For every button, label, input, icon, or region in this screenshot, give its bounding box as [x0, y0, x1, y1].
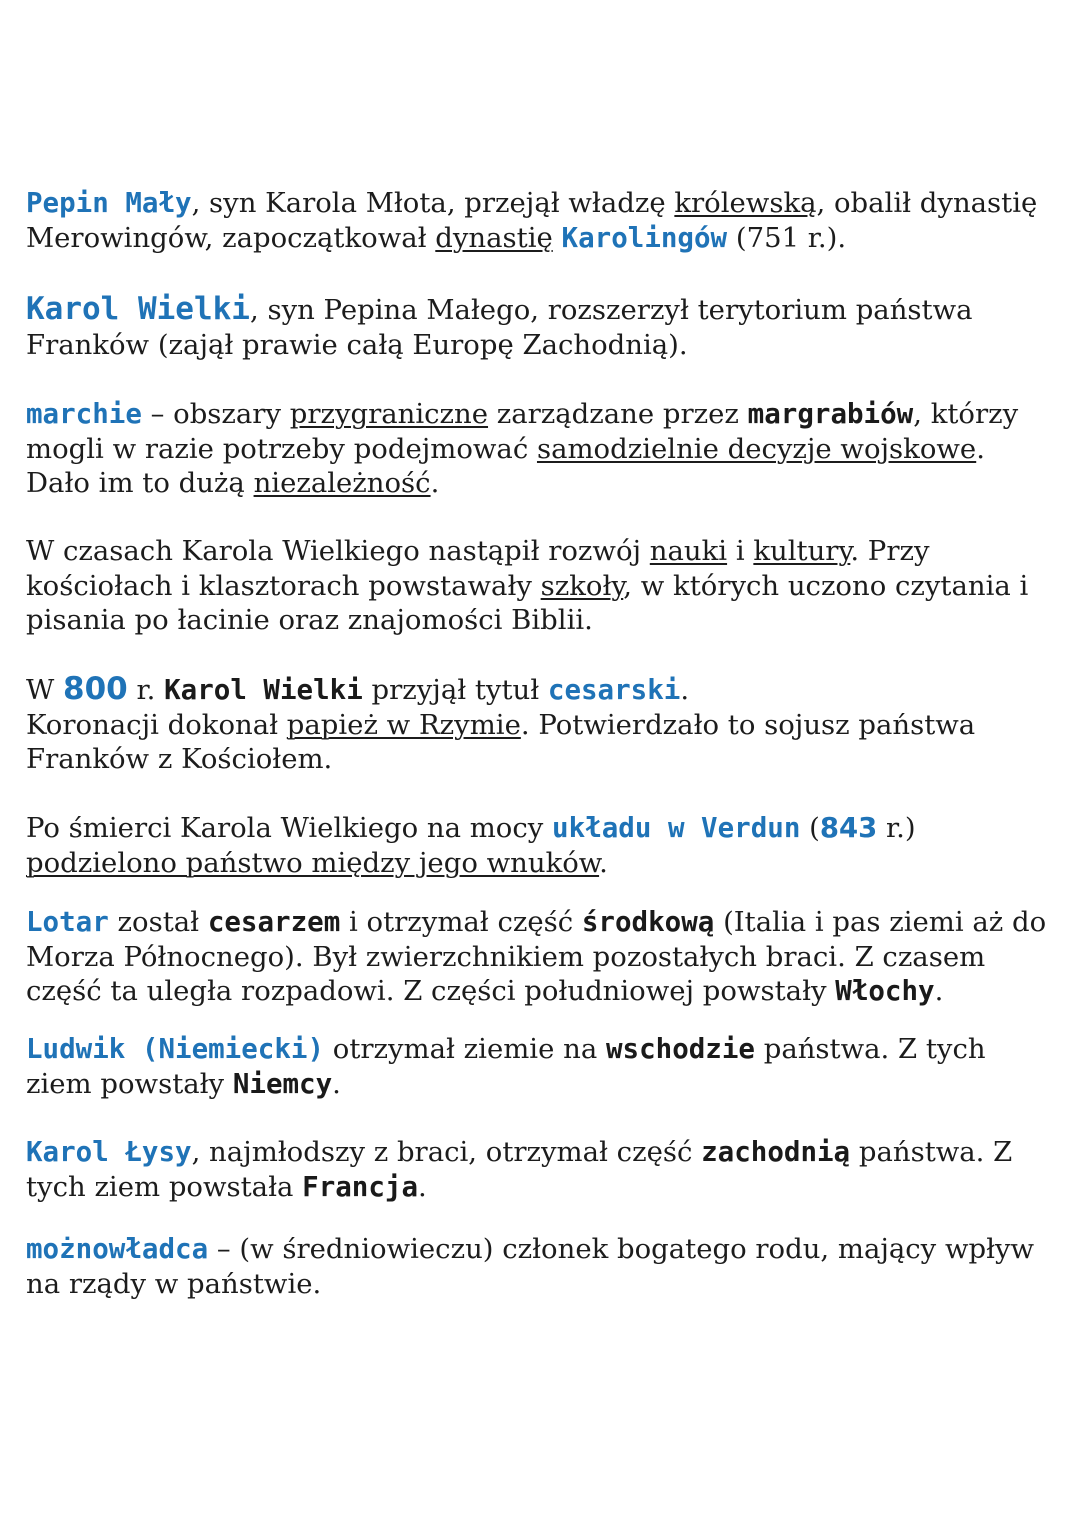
text — [553, 222, 562, 254]
text: . — [680, 674, 690, 706]
text: . — [332, 1067, 341, 1100]
term-ludwik: Ludwik (Niemiecki) — [26, 1033, 325, 1065]
text: . — [418, 1170, 427, 1203]
underlined-text: samodzielnie decyzje wojskowe — [536, 432, 977, 465]
bold-text: Włochy — [835, 975, 935, 1007]
text: ( — [800, 812, 820, 844]
bold-text: cesarzem — [207, 906, 341, 938]
underlined-text: dynastię — [435, 221, 553, 254]
text: państwa. Z tych ziem powstały — [26, 1033, 986, 1100]
bold-text: Niemcy — [232, 1067, 333, 1100]
year-843: 843 — [819, 812, 878, 844]
underlined-text: kultury — [753, 535, 851, 567]
text: został — [108, 906, 208, 938]
underlined-text: niezależność — [253, 467, 431, 499]
paragraph-koronacja — [26, 672, 1056, 777]
text: , którzy mogli w razie potrzeby podejmować — [26, 398, 1019, 465]
bold-text: Francja — [302, 1170, 419, 1203]
text: , syn Pepina Małego, rozszerzył terytorium państwa Franków (zajął prawie całą Europę Zachodnią). — [26, 294, 973, 361]
term-karol-lysy: Karol Łysy — [26, 1136, 192, 1168]
text: , obalił dynastię Merowingów, zapoczątkował — [26, 187, 1038, 254]
bold-text: wschodzie — [605, 1033, 755, 1065]
text: państwa. Z tych ziem powstała — [26, 1136, 1013, 1203]
text: r. — [127, 674, 165, 706]
text: (Italia i pas ziemi aż do Morza Północnego). Był zwierzchnikiem pozostałych braci. Z czasem część ta uległa rozpadowi. Z części południowej powstały — [26, 906, 1047, 1007]
text: r.) — [877, 812, 916, 844]
text: Koronacji dokonał — [26, 708, 287, 741]
term-lotar: Lotar — [26, 906, 109, 938]
text: (751 r.). — [727, 221, 847, 254]
paragraph-ludwik — [26, 1032, 1056, 1101]
text: . Przy kościołach i klasztorach powstawały — [26, 535, 930, 602]
paragraph-karol-lysy — [26, 1135, 1056, 1204]
paragraph-moznowladca — [26, 1232, 1056, 1301]
paragraph-marchie — [26, 397, 1056, 501]
text: i otrzymał część — [340, 906, 582, 938]
text: przyjął tytuł — [362, 674, 548, 706]
term-karol-wielki: Karol Wielki — [26, 291, 250, 327]
paragraph-nauka-kultura — [26, 534, 1056, 638]
bold-text: zachodnią — [701, 1136, 851, 1168]
term-karolingow: Karolingów — [561, 221, 728, 254]
text: . Dało im to dużą — [26, 432, 985, 499]
text: Po śmierci Karola Wielkiego na mocy — [26, 812, 553, 844]
text: zarządzane przez — [488, 398, 748, 430]
term-pepin: Pepin Mały — [26, 187, 192, 219]
bold-text: Karol Wielki — [164, 674, 363, 706]
text: i — [727, 535, 754, 567]
paragraph-verdun — [26, 811, 1056, 880]
underlined-text: szkoły — [540, 569, 624, 602]
text: , w których uczono czytania i pisania po łacinie oraz znajomości Biblii. — [26, 569, 1029, 636]
paragraph-pepin — [26, 186, 1056, 255]
text: otrzymał ziemie na — [324, 1033, 606, 1065]
paragraph-karol-wielki — [26, 292, 1056, 362]
underlined-text: królewską — [674, 187, 817, 219]
underlined-text: nauki — [649, 535, 728, 567]
bold-text: środkową — [581, 906, 715, 938]
year-800: 800 — [63, 671, 128, 707]
bold-text: margrabiów — [747, 398, 914, 430]
text: . Potwierdzało to sojusz państwa Franków z Kościołem. — [26, 708, 976, 775]
underlined-text: podzielono państwo między jego wnuków — [26, 846, 600, 879]
underlined-text: przygraniczne — [289, 398, 489, 430]
text: . — [934, 975, 944, 1007]
text: – (w średniowieczu) członek bogatego rodu, mający wpływ na rządy w państwie. — [26, 1233, 1035, 1300]
term-verdun: układu w Verdun — [552, 812, 801, 844]
term-cesarski: cesarski — [547, 674, 681, 706]
text: W — [26, 674, 64, 706]
term-marchie: marchie — [26, 398, 142, 430]
text: . — [599, 846, 608, 879]
underlined-text: papież w Rzymie — [286, 708, 521, 741]
text: , najmłodszy z braci, otrzymał część — [191, 1136, 702, 1168]
text: , syn Karola Młota, przejął władzę — [191, 187, 675, 219]
paragraph-lotar — [26, 905, 1056, 1009]
text: W czasach Karola Wielkiego nastąpił rozwój — [26, 535, 650, 567]
term-moznowladca: możnowładca — [26, 1233, 209, 1265]
text: . — [430, 467, 440, 499]
text: – obszary — [141, 398, 290, 430]
